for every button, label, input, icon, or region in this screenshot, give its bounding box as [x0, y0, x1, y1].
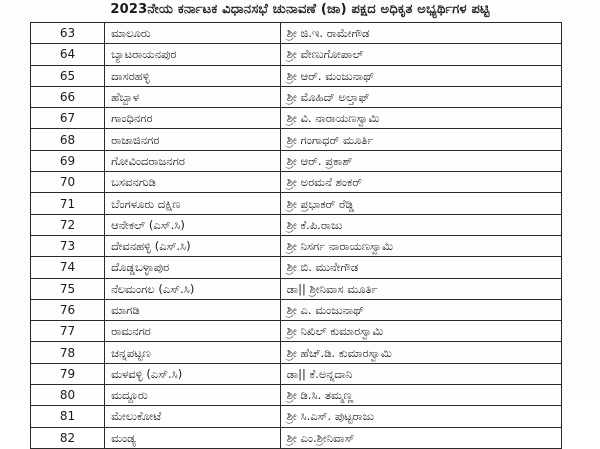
constituency-cell: ಮಾಗಡಿ — [105, 299, 281, 320]
candidate-name-cell: ಶ್ರೀ ಆರ್. ಪ್ರಕಾಶ್ — [280, 150, 561, 171]
candidate-name-cell: ಡಾ|| ಕೆ.ಅನ್ನದಾನಿ — [280, 363, 561, 384]
table-row — [31, 235, 562, 256]
constituency-cell: ದಾಸರಹಳ್ಳಿ — [105, 65, 281, 86]
candidate-name-cell: ಶ್ರೀ ಗಂಗಾಧರ್ ಮೂರ್ತಿ — [280, 129, 561, 150]
serial-number-cell: 75 — [31, 278, 105, 299]
constituency-cell: ಗೋವಿಂದರಾಜನಗರ — [105, 150, 281, 171]
constituency-cell: ಮಾಲೂರು — [105, 23, 281, 44]
serial-number-cell: 71 — [31, 193, 105, 214]
candidate-name-cell: ಶ್ರೀ ಜಿ.ಇ. ರಾಮೇಗೌಡ — [280, 23, 561, 44]
table-row — [31, 44, 562, 65]
serial-number-cell: 81 — [31, 406, 105, 427]
serial-number-cell: 67 — [31, 108, 105, 129]
serial-number-cell: 77 — [31, 321, 105, 342]
constituency-cell: ದೊಡ್ಡಬಳ್ಳಾಪುರ — [105, 257, 281, 278]
table-row — [31, 257, 562, 278]
serial-number-cell: 66 — [31, 86, 105, 107]
page-title: 2023ನೇಯ ಕರ್ನಾಟಕ ವಿಧಾನಸಭೆ ಚುನಾವಣೆ (ಜಾ) ಪಕ್ಷದ ಅಧಿಕೃತ ಅಭ್ಯರ್ಥಿಗಳ ಪಟ್ಟಿ — [110, 2, 490, 17]
candidate-name-cell: ಶ್ರೀ ಕೆ.ಪಿ.ರಾಜು — [280, 214, 561, 235]
candidate-name-cell: ಶ್ರೀ ಡಿ.ಸಿ. ತಮ್ಮಣ್ಣ — [280, 385, 561, 406]
constituency-cell: ಆನೇಕಲ್ (ಎಸ್.ಸಿ) — [105, 214, 281, 235]
candidate-name-cell: ಶ್ರೀ ಹೆಚ್.ಡಿ. ಕುಮಾರಸ್ವಾಮಿ — [280, 342, 561, 363]
constituency-cell: ಬೆಂಗಳೂರು ದಕ್ಷಿಣ — [105, 193, 281, 214]
constituency-cell: ಬ್ಯಾಟರಾಯನಪುರ — [105, 44, 281, 65]
candidate-name-cell: ಶ್ರೀ ನಿಸರ್ಗ ನಾರಾಯಣಸ್ವಾಮಿ — [280, 235, 561, 256]
table-row — [31, 172, 562, 193]
table-row — [31, 278, 562, 299]
serial-number-cell: 74 — [31, 257, 105, 278]
serial-number-cell: 82 — [31, 427, 105, 448]
constituency-cell: ಚನ್ನಪಟ್ಟಣ — [105, 342, 281, 363]
constituency-cell: ಮೇಲುಕೋಟೆ — [105, 406, 281, 427]
constituency-cell: ಗಾಂಧಿನಗರ — [105, 108, 281, 129]
table-row — [31, 299, 562, 320]
serial-number-cell: 80 — [31, 385, 105, 406]
table-row — [31, 129, 562, 150]
constituency-cell: ಬಸವನಗುಡಿ — [105, 172, 281, 193]
constituency-cell: ಮಳವಳ್ಳಿ (ಎಸ್.ಸಿ) — [105, 363, 281, 384]
serial-number-cell: 64 — [31, 44, 105, 65]
candidate-table — [30, 22, 562, 449]
table-row — [31, 363, 562, 384]
serial-number-cell: 69 — [31, 150, 105, 171]
table-row — [31, 406, 562, 427]
candidate-name-cell: ಶ್ರೀ ಎ. ಮಂಜುನಾಥ್ — [280, 299, 561, 320]
constituency-cell: ದೇವನಹಳ್ಳಿ (ಎಸ್.ಸಿ) — [105, 235, 281, 256]
serial-number-cell: 70 — [31, 172, 105, 193]
constituency-cell: ರಾಜಾಜಿನಗರ — [105, 129, 281, 150]
table-row — [31, 193, 562, 214]
serial-number-cell: 79 — [31, 363, 105, 384]
table-row — [31, 108, 562, 129]
candidate-name-cell: ಶ್ರೀ ವಿ. ನಾರಾಯಣಸ್ವಾಮಿ — [280, 108, 561, 129]
constituency-cell: ನೆಲಮಂಗಲ (ಎಸ್.ಸಿ) — [105, 278, 281, 299]
candidate-name-cell: ಡಾ|| ಶ್ರೀನಿವಾಸ ಮೂರ್ತಿ — [280, 278, 561, 299]
serial-number-cell: 65 — [31, 65, 105, 86]
constituency-cell: ಮದ್ದೂರು — [105, 385, 281, 406]
serial-number-cell: 73 — [31, 235, 105, 256]
constituency-cell: ಹೆಬ್ಬಾಳ — [105, 86, 281, 107]
serial-number-cell: 63 — [31, 23, 105, 44]
table-row — [31, 214, 562, 235]
table-row — [31, 427, 562, 448]
candidate-table-body — [31, 23, 562, 449]
serial-number-cell: 72 — [31, 214, 105, 235]
constituency-cell: ಮಂಡ್ಯ — [105, 427, 281, 448]
candidate-name-cell: ಶ್ರೀ ವೇಣುಗೋಪಾಲ್ — [280, 44, 561, 65]
serial-number-cell: 76 — [31, 299, 105, 320]
table-row — [31, 150, 562, 171]
candidate-name-cell: ಶ್ರೀ ಬಿ. ಮುನೇಗೌಡ — [280, 257, 561, 278]
table-row — [31, 342, 562, 363]
serial-number-cell: 78 — [31, 342, 105, 363]
table-row — [31, 65, 562, 86]
candidate-name-cell: ಶ್ರೀ ಪ್ರಭಾಕರ್ ರೆಡ್ಡಿ — [280, 193, 561, 214]
table-row — [31, 23, 562, 44]
table-row — [31, 321, 562, 342]
candidate-name-cell: ಶ್ರೀ ನಿಖಿಲ್ ಕುಮಾರಸ್ವಾಮಿ — [280, 321, 561, 342]
candidate-name-cell: ಶ್ರೀ ಆರ್. ಮಂಜುನಾಥ್ — [280, 65, 561, 86]
candidate-name-cell: ಶ್ರೀ ಅರಮನೆ ಶಂಕರ್ — [280, 172, 561, 193]
table-row — [31, 385, 562, 406]
serial-number-cell: 68 — [31, 129, 105, 150]
candidate-name-cell: ಶ್ರೀ ಮೊಹಿದ್ ಅಲ್ತಾಫ್ — [280, 86, 561, 107]
constituency-cell: ರಾಮನಗರ — [105, 321, 281, 342]
candidate-name-cell: ಶ್ರೀ ಸಿ.ಎಸ್. ಪುಟ್ಟರಾಜು — [280, 406, 561, 427]
table-row — [31, 86, 562, 107]
candidate-name-cell: ಶ್ರೀ ಎಂ.ಶ್ರೀನಿವಾಸ್ — [280, 427, 561, 448]
